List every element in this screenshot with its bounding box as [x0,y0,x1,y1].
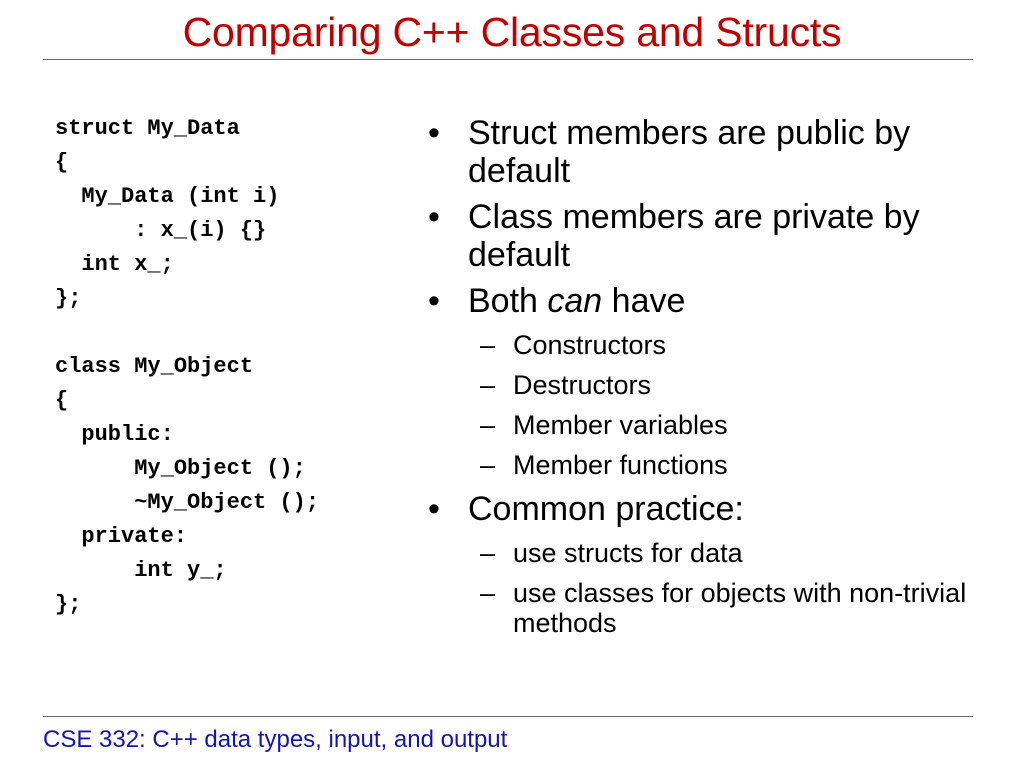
sub-item-member-functions [468,450,998,480]
sub-dash: – [480,330,496,360]
footer-divider [43,716,973,717]
code-listing [55,112,319,622]
code-line: int x_; [55,252,174,277]
sub-item-destructors [468,370,998,400]
bullet-text-post: have [602,282,686,320]
bullet-text: Common practice: [468,490,744,528]
bullet-both-can-have [428,282,998,480]
sub-dash: – [480,410,496,440]
code-line-blank [55,316,319,350]
sub-list-practice [468,538,998,638]
sub-item-constructors [468,330,998,360]
sub-dash: – [480,538,496,568]
code-line: My_Data (int i) [55,184,280,209]
bullet-mark: • [428,282,440,320]
sub-dash: – [480,578,496,608]
code-line: My_Object (); [55,456,306,481]
slide-footer: CSE 332: C++ data types, input, and output [43,726,508,753]
slide-title: Comparing C++ Classes and Structs [182,9,842,55]
sub-item-text: Constructors [513,330,667,360]
sub-item-text: use classes for objects with non-trivial methods [513,578,967,638]
code-line: }; [55,286,82,311]
bullet-mark: • [428,198,440,236]
bullet-mark: • [428,114,440,152]
bullet-struct-public [428,114,998,190]
bullet-text: Class members are private by default [468,198,920,274]
code-line: struct My_Data [55,116,240,141]
sub-item-classes-for-objects [468,578,998,638]
bullet-text: Struct members are public by default [468,114,911,190]
code-line: private: [55,524,188,549]
sub-item-text: use structs for data [513,538,743,568]
bullet-mark: • [428,490,440,528]
sub-dash: – [480,450,496,480]
code-line: class My_Object [55,354,254,379]
sub-item-structs-for-data [468,538,998,568]
code-line: { [55,388,69,413]
bullet-text-pre: Both [468,282,548,320]
sub-item-member-variables [468,410,998,440]
sub-list-members [468,330,998,480]
code-line: : x_(i) {} [55,218,267,243]
code-line: { [55,150,69,175]
bullet-class-private [428,198,998,274]
bullet-text-emphasis: can [547,282,603,320]
code-line: public: [55,422,174,447]
code-line: }; [55,592,82,617]
code-line: int y_; [55,558,227,583]
sub-item-text: Member variables [513,410,728,440]
title-divider [43,59,973,60]
sub-item-text: Destructors [513,370,652,400]
sub-dash: – [480,370,496,400]
bullet-common-practice [428,490,998,638]
bullet-list [428,114,998,648]
sub-item-text: Member functions [513,450,728,480]
code-line: ~My_Object (); [55,490,320,515]
